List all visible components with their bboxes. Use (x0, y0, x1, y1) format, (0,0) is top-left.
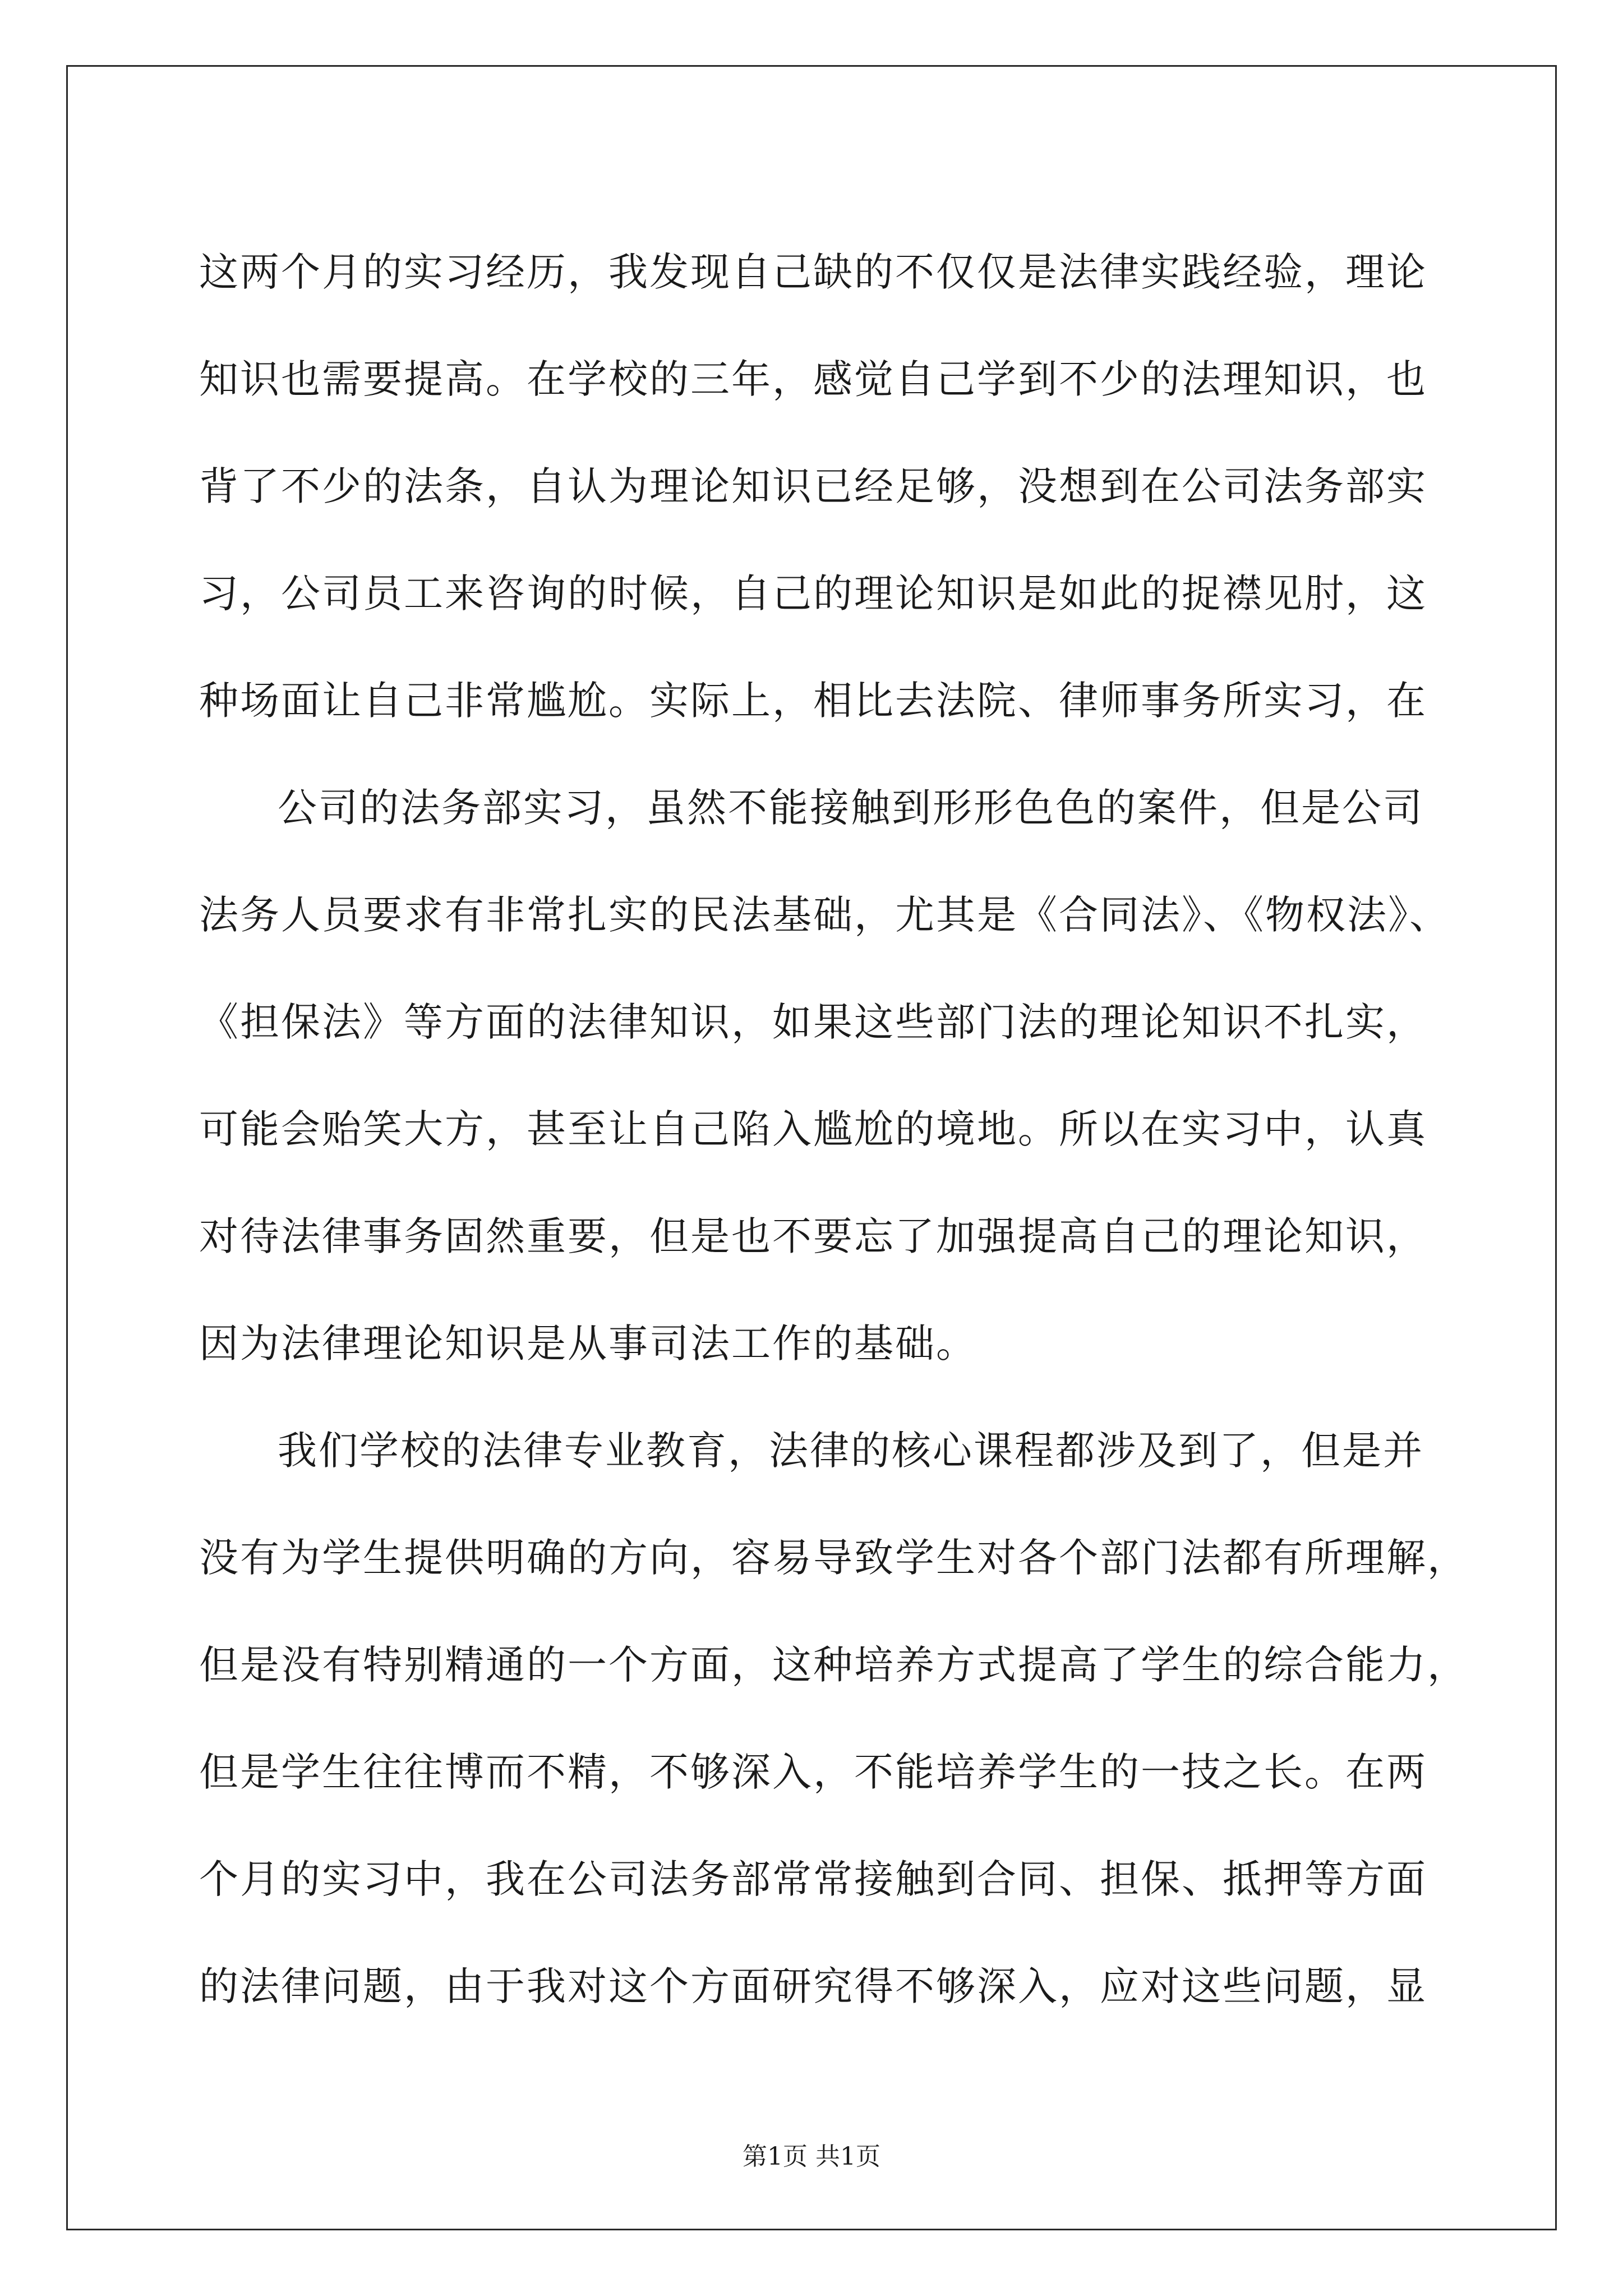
page-footer: 第1页 共1页 (743, 2142, 880, 2171)
text-line: 但是学生往往博而不精，不够深入，不能培养学生的一技之长。在两 (199, 1749, 1427, 1795)
text-line: 因为法律理论知识是从事司法工作的基础。 (199, 1320, 977, 1366)
text-line: 没有为学生提供明确的方向，容易导致学生对各个部门法都有所理解， (199, 1535, 1468, 1581)
text-line: 这两个月的实习经历，我发现自己缺的不仅仅是法律实践经验，理论 (199, 249, 1427, 295)
text-line: 但是没有特别精通的一个方面，这种培养方式提高了学生的综合能力， (199, 1642, 1468, 1688)
text-line: 对待法律事务固然重要，但是也不要忘了加强提高自己的理论知识， (199, 1213, 1427, 1259)
text-line: 公司的法务部实习，虽然不能接触到形形色色的案件，但是公司 (278, 785, 1424, 831)
text-line: 《担保法》等方面的法律知识，如果这些部门法的理论知识不扎实， (199, 999, 1427, 1045)
text-line: 的法律问题，由于我对这个方面研究得不够深入，应对这些问题，显 (199, 1963, 1427, 2009)
text-line: 我们学校的法律专业教育，法律的核心课程都涉及到了，但是并 (278, 1428, 1424, 1474)
text-line: 习，公司员工来咨询的时候，自己的理论知识是如此的捉襟见肘，这 (199, 570, 1427, 616)
text-line: 法务人员要求有非常扎实的民法基础，尤其是《合同法》、《物权法》、 (199, 892, 1450, 938)
text-line: 知识也需要提高。在学校的三年，感觉自己学到不少的法理知识，也 (199, 356, 1427, 402)
text-line: 背了不少的法条，自认为理论知识已经足够，没想到在公司法务部实 (199, 463, 1427, 509)
text-line: 可能会贻笑大方，甚至让自己陷入尴尬的境地。所以在实习中，认真 (199, 1106, 1427, 1152)
text-line: 个月的实习中，我在公司法务部常常接触到合同、担保、抵押等方面 (199, 1856, 1427, 1902)
document-body (199, 219, 1468, 2040)
text-line: 种场面让自己非常尴尬。实际上，相比去法院、律师事务所实习，在 (199, 678, 1427, 724)
